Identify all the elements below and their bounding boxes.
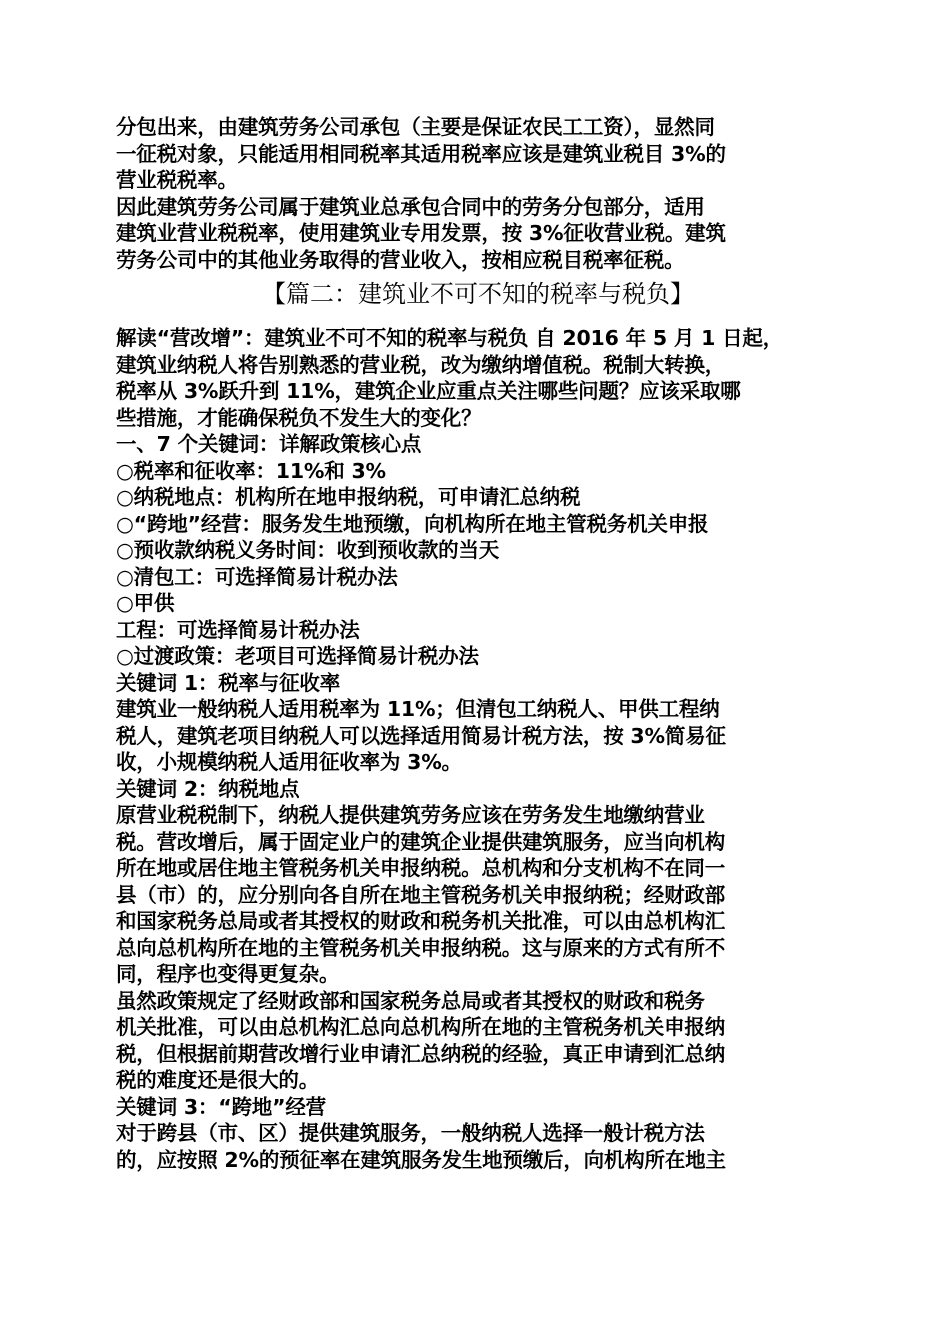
text-line: 所在地或居住地主管税务机关申报纳税。总机构和分支机构不在同一 [116,856,725,880]
text-line: 些措施，才能确保税负不发生大的变化？ [116,405,482,430]
list-item-continuation: 工程：可选择简易计税办法 [116,617,360,642]
text-line: 建筑业营业税税率，使用建筑业专用发票，按 3%征收营业税。建筑 [116,221,726,245]
list-item: ○甲供 [116,591,175,615]
list-item: ○过渡政策：老项目可选择简易计税办法 [116,644,479,668]
text-line: 和国家税务总局或者其授权的财政和税务机关批准，可以由总机构汇 [116,909,725,933]
document-page [116,114,840,1173]
list-item: ○税率和征收率：11%和 3% [116,458,386,483]
text-line: 因此建筑劳务公司属于建筑业总承包合同中的劳务分包部分，适用 [116,194,705,219]
keyword-heading: 关键词 3：“跨地”经营 [116,1094,326,1119]
text-line: 收，小规模纳税人适用征收率为 3%。 [116,750,462,774]
text-line: 对于跨县（市、区）提供建筑服务，一般纳税人选择一般计税方法 [116,1121,705,1145]
list-item: ○预收款纳税义务时间：收到预收款的当天 [116,538,500,562]
list-heading: 一、7 个关键词：详解政策核心点 [116,432,422,456]
text-line: 县（市）的，应分别向各自所在地主管税务机关申报纳税；经财政部 [116,882,725,907]
text-line: 机关批准，可以由总机构汇总向总机构所在地的主管税务机关申报纳 [116,1015,725,1039]
text-line: 总向总机构所在地的主管税务机关申报纳税。这与原来的方式有所不 [116,935,725,960]
list-item: ○清包工：可选择简易计税办法 [116,564,398,589]
text-line: 建筑业一般纳税人适用税率为 11%；但清包工纳税人、甲供工程纳 [116,697,720,721]
text-line: 营业税税率。 [116,168,238,192]
top-paragraphs [116,114,840,273]
text-line: 同，程序也变得更复杂。 [116,962,340,986]
text-line: 的，应按照 2%的预征率在建筑服务发生地预缴后，向机构所在地主 [116,1147,726,1172]
text-line: 解读“营改增”：建筑业不可不知的税率与税负 自 2016 年 5 月 1 日起， [116,326,783,350]
list-item: ○纳税地点：机构所在地申报纳税，可申请汇总纳税 [116,485,581,509]
text-line: 一征税对象，只能适用相同税率其适用税率应该是建筑业税目 3%的 [116,141,726,166]
text-line: 税，但根据前期营改增行业申请汇总纳税的经验，真正申请到汇总纳 [116,1041,725,1066]
text-line: 税率从 3%跃升到 11%，建筑企业应重点关注哪些问题？应该采取哪 [116,379,741,403]
section-heading: 【篇二：建筑业不可不知的税率与税负】 [262,280,694,308]
keyword-heading: 关键词 2：纳税地点 [116,776,300,801]
text-line: 税人，建筑老项目纳税人可以选择适用简易计税方法，按 3%简易征 [116,723,726,748]
text-line: 建筑业纳税人将告别熟悉的营业税，改为缴纳增值税。税制大转换， [116,352,725,377]
text-line: 分包出来，由建筑劳务公司承包（主要是保证农民工工资），显然同 [116,115,715,139]
list-item: ○“跨地”经营：服务发生地预缴，向机构所在地主管税务机关申报 [116,511,709,536]
main-paragraphs [116,325,840,1173]
text-line: 税。营改增后，属于固定业户的建筑企业提供建筑服务，应当向机构 [116,829,725,854]
text-line: 劳务公司中的其他业务取得的营业收入，按相应税目税率征税。 [116,247,685,272]
text-line: 虽然政策规定了经财政部和国家税务总局或者其授权的财政和税务 [116,988,705,1013]
text-line: 原营业税税制下，纳税人提供建筑劳务应该在劳务发生地缴纳营业 [116,803,705,827]
keyword-heading: 关键词 1：税率与征收率 [116,670,341,695]
text-line: 税的难度还是很大的。 [116,1068,319,1092]
